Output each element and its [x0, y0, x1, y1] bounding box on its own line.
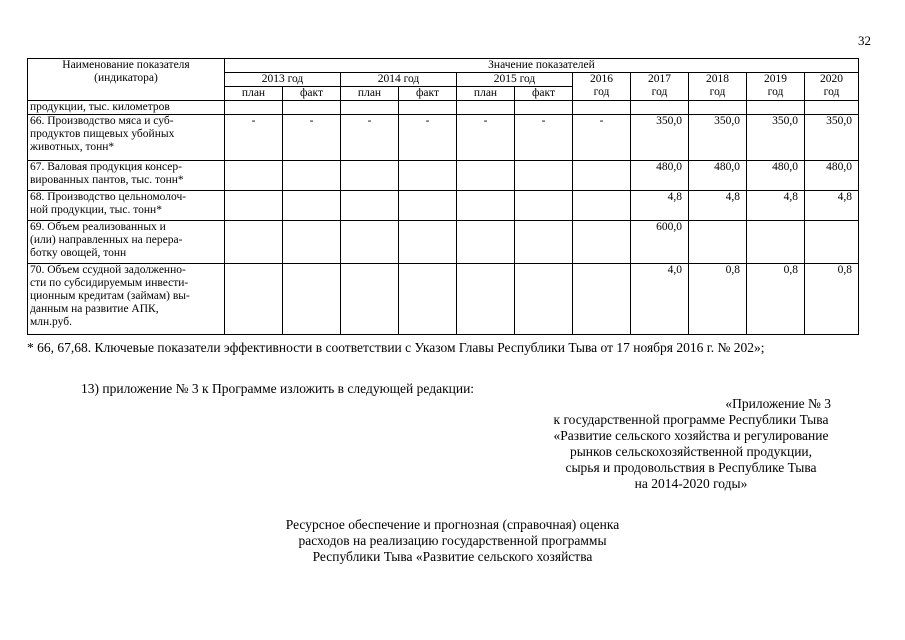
value-cell: 480,0 — [805, 161, 859, 191]
table-row — [28, 264, 859, 335]
value-cell — [515, 264, 573, 335]
indicator-name-line: сти по субсидируемым инвести- — [30, 277, 189, 289]
value-cell — [225, 161, 283, 191]
indicators-table — [27, 58, 859, 335]
year-label: 2020 — [820, 73, 843, 85]
value-cell — [631, 101, 689, 115]
appendix-line: на 2014-2020 годы» — [634, 476, 748, 491]
value-cell — [341, 221, 399, 264]
indicator-name-line: 69. Объем реализованных и — [30, 221, 166, 233]
value-cell: 600,0 — [631, 221, 689, 264]
value-cell — [341, 161, 399, 191]
value-cell: 0,8 — [689, 264, 747, 335]
value-cell — [573, 101, 631, 115]
table-header-row — [28, 59, 859, 73]
value-cell — [457, 221, 515, 264]
value-cell — [515, 191, 573, 221]
value-cell: 4,0 — [631, 264, 689, 335]
value-cell: 350,0 — [631, 115, 689, 161]
value-cell — [573, 221, 631, 264]
section-title — [200, 517, 705, 565]
indicator-name — [28, 115, 225, 161]
appendix-line: «Развитие сельского хозяйства и регулирование — [553, 428, 829, 443]
year-label: 2019 — [764, 73, 787, 85]
header-fakt: факт — [399, 87, 457, 101]
value-cell: - — [457, 115, 515, 161]
header-name-line: (индикатора) — [94, 72, 158, 84]
value-cell — [283, 264, 341, 335]
appendix-line: к государственной программе Республики Тыва — [553, 412, 829, 427]
value-cell — [283, 161, 341, 191]
value-cell — [515, 101, 573, 115]
value-cell: 480,0 — [747, 161, 805, 191]
value-cell: 4,8 — [631, 191, 689, 221]
value-cell: - — [399, 115, 457, 161]
header-year: 2014 год — [341, 73, 457, 87]
year-label: 2017 — [648, 73, 671, 85]
title-line: Ресурсное обеспечение и прогнозная (справочная) оценка — [285, 517, 620, 532]
value-cell: - — [515, 115, 573, 161]
value-cell — [689, 221, 747, 264]
appendix-line: «Приложение № 3 — [725, 396, 831, 411]
header-single-year — [631, 73, 689, 101]
value-cell: 350,0 — [747, 115, 805, 161]
year-label: 2018 — [706, 73, 729, 85]
header-fakt: факт — [283, 87, 341, 101]
header-year: 2013 год — [225, 73, 341, 87]
value-cell — [457, 264, 515, 335]
header-single-year — [747, 73, 805, 101]
indicator-name-line: данным на развитие АПК, — [30, 303, 159, 315]
indicator-name — [28, 264, 225, 335]
title-line: Республики Тыва «Развитие сельского хозяйства — [312, 549, 593, 564]
indicator-name-line: 70. Объем ссудной задолженно- — [30, 264, 186, 276]
header-fakt: факт — [515, 87, 573, 101]
value-cell — [805, 101, 859, 115]
value-cell — [457, 191, 515, 221]
value-cell — [341, 191, 399, 221]
indicator-name-line: 68. Производство цельномолоч- — [30, 191, 187, 203]
value-cell: 0,8 — [805, 264, 859, 335]
value-cell: 4,8 — [689, 191, 747, 221]
value-cell — [747, 221, 805, 264]
table-row — [28, 115, 859, 161]
indicator-name-line: продукции, тыс. километров — [30, 101, 170, 113]
year-suffix: год — [767, 86, 784, 98]
value-cell — [747, 101, 805, 115]
year-suffix: год — [651, 86, 668, 98]
indicator-name-line: вированных пантов, тыс. тонн* — [30, 174, 184, 186]
value-cell — [399, 101, 457, 115]
indicator-name-line: (или) направленных на перера- — [30, 234, 183, 246]
value-cell: 350,0 — [805, 115, 859, 161]
indicator-name — [28, 101, 225, 115]
value-cell — [457, 161, 515, 191]
value-cell — [283, 101, 341, 115]
indicator-name-line: ной продукции, тыс. тонн* — [30, 204, 162, 216]
value-cell — [399, 161, 457, 191]
year-suffix: год — [823, 86, 840, 98]
year-suffix: год — [593, 86, 610, 98]
indicator-name-line: млн.руб. — [30, 316, 72, 328]
value-cell — [399, 191, 457, 221]
indicator-name-line: ботку овощей, тонн — [30, 247, 127, 259]
value-cell — [573, 264, 631, 335]
amendment-paragraph: 13) приложение № 3 к Программе изложить в следующей редакции: — [81, 381, 475, 396]
header-year: 2015 год — [457, 73, 573, 87]
value-cell: - — [283, 115, 341, 161]
indicator-name-line: ционным кредитам (займам) вы- — [30, 290, 190, 302]
indicator-name-line: продуктов пищевых убойных — [30, 128, 175, 140]
page-number: 32 — [858, 33, 871, 48]
value-cell: 350,0 — [689, 115, 747, 161]
value-cell: - — [225, 115, 283, 161]
value-cell — [515, 221, 573, 264]
appendix-line: сырья и продовольствия в Республике Тыва — [565, 460, 817, 475]
value-cell: 4,8 — [747, 191, 805, 221]
value-cell: 480,0 — [689, 161, 747, 191]
appendix-heading — [511, 396, 871, 492]
indicator-name — [28, 191, 225, 221]
value-cell: 4,8 — [805, 191, 859, 221]
header-values-title: Значение показателей — [225, 59, 859, 73]
footnote: * 66, 67,68. Ключевые показатели эффективности в соответствии с Указом Главы Республики Тыва от 17 ноября 2016 г. № 202»; — [27, 340, 765, 355]
value-cell — [341, 101, 399, 115]
value-cell — [283, 191, 341, 221]
year-label: 2016 — [590, 73, 613, 85]
value-cell — [457, 101, 515, 115]
value-cell: - — [573, 115, 631, 161]
value-cell — [399, 264, 457, 335]
value-cell — [341, 264, 399, 335]
header-plan: план — [457, 87, 515, 101]
header-plan: план — [341, 87, 399, 101]
header-single-year — [805, 73, 859, 101]
value-cell — [573, 161, 631, 191]
header-single-year — [689, 73, 747, 101]
value-cell — [515, 161, 573, 191]
value-cell — [225, 101, 283, 115]
indicator-name — [28, 161, 225, 191]
indicator-name-line: 67. Валовая продукция консер- — [30, 161, 182, 173]
value-cell: 0,8 — [747, 264, 805, 335]
value-cell: 480,0 — [631, 161, 689, 191]
value-cell — [573, 191, 631, 221]
header-plan: план — [225, 87, 283, 101]
header-single-year — [573, 73, 631, 101]
year-suffix: год — [709, 86, 726, 98]
value-cell — [399, 221, 457, 264]
value-cell — [225, 221, 283, 264]
title-line: расходов на реализацию государственной программы — [298, 533, 607, 548]
header-name-line: Наименование показателя — [62, 59, 190, 71]
table-row — [28, 221, 859, 264]
table-row — [28, 191, 859, 221]
indicator-name-line: животных, тонн* — [30, 141, 115, 153]
value-cell — [283, 221, 341, 264]
indicator-name — [28, 221, 225, 264]
table-row — [28, 101, 859, 115]
value-cell — [225, 191, 283, 221]
value-cell — [805, 221, 859, 264]
value-cell: - — [341, 115, 399, 161]
value-cell — [689, 101, 747, 115]
appendix-line: рынков сельскохозяйственной продукции, — [569, 444, 813, 459]
table-row — [28, 161, 859, 191]
indicator-name-line: 66. Производство мяса и суб- — [30, 115, 174, 127]
value-cell — [225, 264, 283, 335]
header-indicator-name — [28, 59, 225, 101]
